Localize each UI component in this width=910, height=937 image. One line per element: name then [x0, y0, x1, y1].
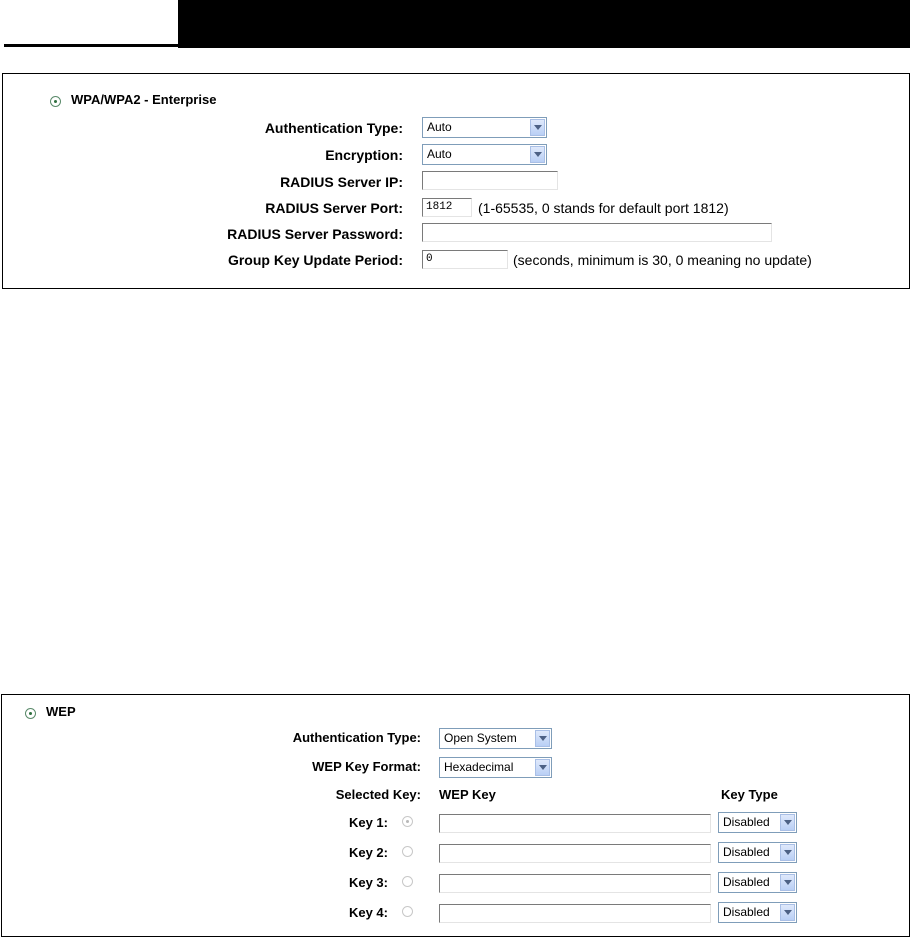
header-bar: [178, 0, 910, 48]
key-1-radio[interactable]: [402, 816, 413, 827]
radius-password-label: RADIUS Server Password:: [227, 226, 403, 242]
wep-key-format-label: WEP Key Format:: [312, 759, 421, 774]
radius-password-input[interactable]: [422, 223, 772, 242]
chevron-down-icon: [780, 904, 795, 921]
key-4-input[interactable]: [439, 904, 711, 923]
chevron-down-icon: [780, 874, 795, 891]
wep-key-format-value: Hexadecimal: [444, 760, 514, 774]
radius-port-note: (1-65535, 0 stands for default port 1812): [478, 200, 729, 216]
key-1-type-value: Disabled: [723, 815, 770, 829]
radius-ip-label: RADIUS Server IP:: [280, 174, 403, 190]
header-rule: [4, 44, 180, 47]
encryption-value: Auto: [427, 147, 452, 161]
wpa-enterprise-radio[interactable]: [50, 96, 61, 107]
chevron-down-icon: [780, 814, 795, 831]
wep-key-column-header: WEP Key: [439, 787, 496, 802]
group-key-input[interactable]: 0: [422, 250, 508, 269]
key-2-input[interactable]: [439, 844, 711, 863]
selected-key-label: Selected Key:: [335, 787, 421, 802]
key-type-column-header: Key Type: [721, 787, 778, 802]
wep-key-format-select[interactable]: [439, 757, 552, 778]
wep-auth-type-value: Open System: [444, 731, 517, 745]
key-4-radio[interactable]: [402, 906, 413, 917]
radius-port-label: RADIUS Server Port:: [265, 200, 403, 216]
chevron-down-icon: [530, 119, 545, 136]
key-2-radio[interactable]: [402, 846, 413, 857]
wep-panel: [1, 694, 910, 937]
wpa-enterprise-panel: [2, 73, 910, 289]
auth-type-value: Auto: [427, 120, 452, 134]
key-3-input[interactable]: [439, 874, 711, 893]
key-2-type-select[interactable]: [718, 842, 797, 863]
key-2-label: Key 2:: [348, 845, 388, 860]
chevron-down-icon: [780, 844, 795, 861]
key-4-type-select[interactable]: [718, 902, 797, 923]
key-4-label: Key 4:: [348, 905, 388, 920]
group-key-label: Group Key Update Period:: [227, 252, 403, 268]
wep-auth-type-label: Authentication Type:: [292, 730, 421, 745]
encryption-select[interactable]: [422, 144, 547, 165]
chevron-down-icon: [535, 759, 550, 776]
key-1-type-select[interactable]: [718, 812, 797, 833]
wep-title: WEP: [46, 704, 76, 719]
group-key-note: (seconds, minimum is 30, 0 meaning no update): [513, 252, 812, 268]
chevron-down-icon: [535, 730, 550, 747]
chevron-down-icon: [530, 146, 545, 163]
auth-type-label: Authentication Type:: [264, 120, 403, 136]
auth-type-select[interactable]: [422, 117, 547, 138]
key-4-type-value: Disabled: [723, 905, 770, 919]
radius-port-input[interactable]: 1812: [422, 198, 472, 217]
key-3-type-value: Disabled: [723, 875, 770, 889]
key-2-type-value: Disabled: [723, 845, 770, 859]
encryption-label: Encryption:: [325, 147, 403, 163]
key-3-type-select[interactable]: [718, 872, 797, 893]
radius-ip-input[interactable]: [422, 171, 558, 190]
wep-radio[interactable]: [25, 708, 36, 719]
key-3-label: Key 3:: [348, 875, 388, 890]
wep-auth-type-select[interactable]: [439, 728, 552, 749]
key-3-radio[interactable]: [402, 876, 413, 887]
key-1-label: Key 1:: [348, 815, 388, 830]
key-1-input[interactable]: [439, 814, 711, 833]
wpa-enterprise-title: WPA/WPA2 - Enterprise: [71, 92, 217, 107]
